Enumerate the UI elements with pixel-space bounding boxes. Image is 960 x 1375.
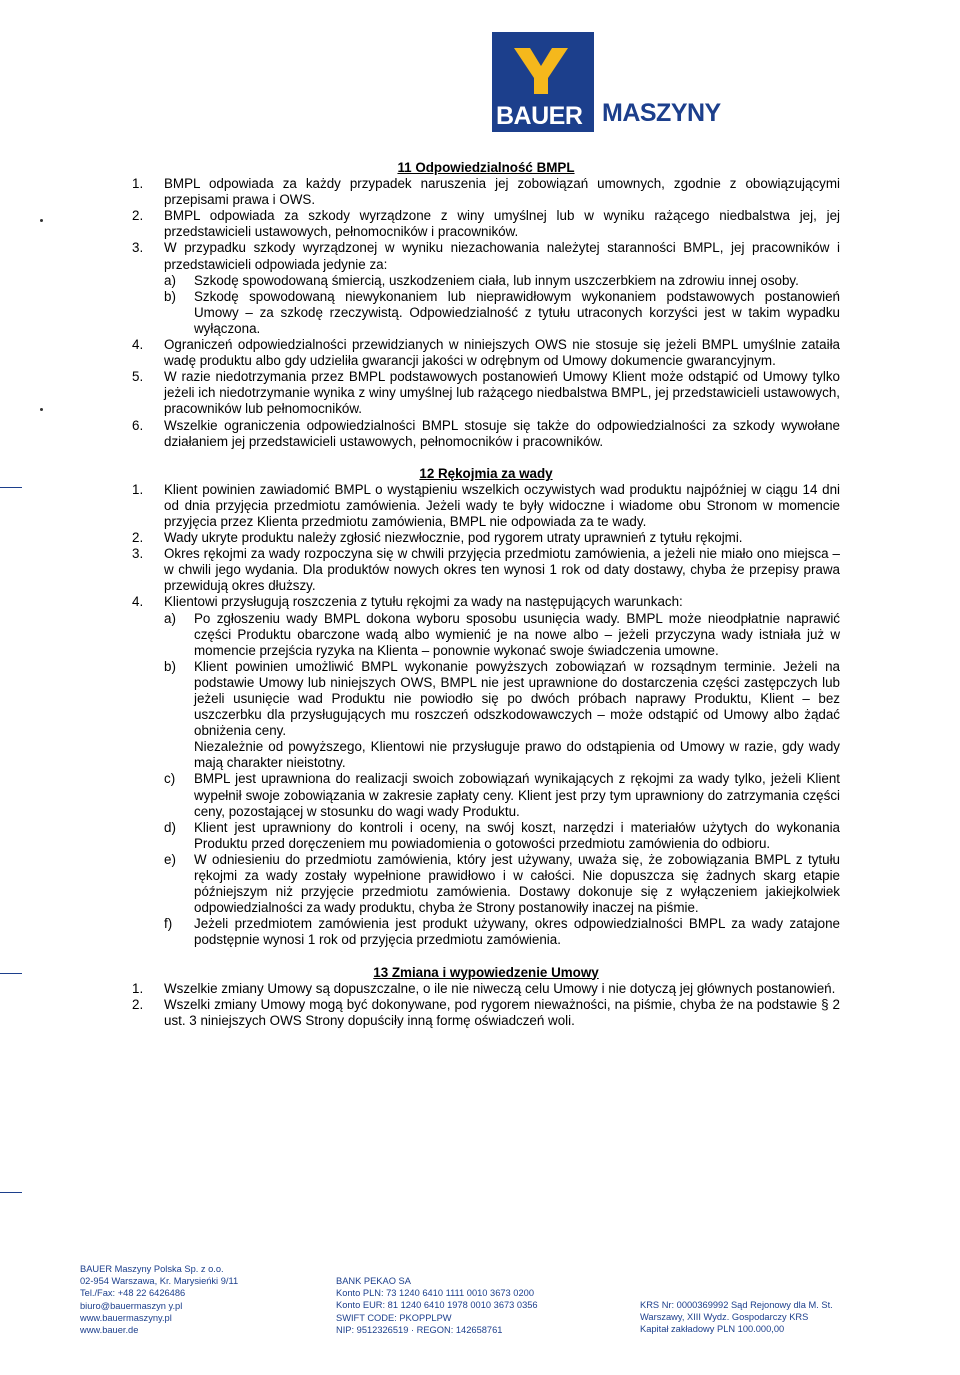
item-number: 4. <box>132 337 144 353</box>
item-text: Klientowi przysługują roszczenia z tytułu rękojmi za wady na następujących warunkach: <box>164 594 683 610</box>
sub-list-item <box>164 611 840 659</box>
list-item <box>132 176 840 208</box>
sub-item-text: Jeżeli przedmiotem zamówienia jest produkt używany, okres odpowiedzialności BMPL za wady zatajone podstępnie wynosi 1 rok od przyjęcia przedmiotu zamówienia. <box>194 916 840 948</box>
item-number: 5. <box>132 369 144 385</box>
sub-item-letter: d) <box>164 819 176 835</box>
sub-item-letter: b) <box>164 658 176 674</box>
logo-block <box>492 32 594 132</box>
item-text: Okres rękojmi za wady rozpoczyna się w chwili przyjęcia przedmiotu zamówienia, a jeżeli nie miało ono miejsca – w chwili jego wydania. Dla produktów nowych okres ten wynosi 1 rok od daty dostawy, chyba że przepisy prawa przewidują okres dłuższy. <box>164 546 840 594</box>
list-item <box>132 482 840 530</box>
list-item <box>132 546 840 594</box>
item-text: BMPL odpowiada za każdy przypadek naruszenia jej zobowiązań umownych, zgodnie z obowiązującymi przepisami prawa i OWS. <box>164 176 840 208</box>
fold-mark <box>0 973 22 974</box>
sub-list-item <box>164 289 840 337</box>
list-item <box>132 337 840 369</box>
section-title: 12 Rękojmia za wady <box>419 465 553 481</box>
logo-word-bauer: BAUER <box>496 102 583 130</box>
item-text: W przypadku szkody wyrządzonej w wyniku niezachowania należytej staranności BMPL, jej pracowników i przedstawicieli odpowiada jedynie za: <box>164 240 840 272</box>
footer-line: Tel./Fax: +48 22 6426486 <box>80 1288 186 1299</box>
footer-line: BANK PEKAO SA <box>336 1276 411 1286</box>
footer-line: BAUER Maszyny Polska Sp. z o.o. <box>80 1264 224 1274</box>
sub-item-text: Szkodę spowodowaną śmiercią, uszkodzeniem ciała, lub innym uszczerbkiem na zdrowiu innej osoby. <box>194 272 799 288</box>
section-list <box>132 176 840 450</box>
footer-line: Konto PLN: 73 1240 6410 1111 0010 3673 0200 <box>336 1288 534 1299</box>
section-list <box>132 981 840 1029</box>
list-item <box>132 981 840 997</box>
item-number: 4. <box>132 594 144 610</box>
item-number: 1. <box>132 980 144 996</box>
footer-line: 02-954 Warszawa, Kr. Marysieńki 9/11 <box>80 1276 239 1287</box>
sub-list <box>164 611 840 949</box>
logo-mark-icon <box>512 46 570 96</box>
footer-company-info <box>80 1263 238 1336</box>
sub-item-letter: f) <box>164 916 173 932</box>
fold-mark <box>0 487 22 488</box>
sub-item-letter: b) <box>164 288 176 304</box>
item-text: W razie niedotrzymania przez BMPL podstawowych postanowień Umowy Klient może odstąpić od Umowy tylko jeżeli ich niedotrzymanie wynika z winy umyślnej lub rażącego niedbalstwa BMPL, jej przedstawicieli ustawowych, pracowników lub pełnomocników. <box>164 369 840 417</box>
section-gap <box>132 450 840 466</box>
margin-dot <box>40 219 43 222</box>
sub-item-text: Po zgłoszeniu wady BMPL dokona wyboru sposobu usunięcia wady. BMPL może nieodpłatnie naprawić części Produktu obarczone wadą albo wymienić je na nowe albo – jeżeli przyczyna wady istniała już w momencie przejścia ryzyka na Klienta – ponownie wykonać swoje świadczenia umowne. <box>194 610 840 658</box>
sub-list-item <box>164 273 840 289</box>
footer-line: NIP: 9512326519 · REGON: 142658761 <box>336 1324 503 1335</box>
list-item <box>132 530 840 546</box>
item-text: Wady ukryte produktu należy zgłosić niezwłocznie, pod rygorem utraty uprawnień z tytułu rękojmi. <box>164 530 743 546</box>
list-item <box>132 369 840 417</box>
footer-line: KRS Nr: 0000369992 Sąd Rejonowy dla M. St. <box>640 1300 833 1310</box>
item-number: 2. <box>132 208 144 224</box>
footer-line[interactable]: www.bauer.de <box>80 1325 139 1336</box>
sub-item-text: BMPL jest uprawniona do realizacji swoich zobowiązań wynikających z rękojmi za wady tylko, jeżeli Klient wypełnił swoje zobowiązania w zakresie zapłaty ceny. Klient jest przy tym uprawniony do zatrzymania części ceny, pozostającej w stosunku do wagi wady Produktu. <box>194 771 840 819</box>
sub-list-item <box>164 852 840 916</box>
list-item <box>132 240 840 337</box>
logo-word-maszyny: MASZYNY <box>602 99 721 127</box>
item-number: 1. <box>132 481 144 497</box>
list-item <box>132 997 840 1029</box>
section-gap <box>132 949 840 965</box>
item-text: Klient powinien zawiadomić BMPL o wystąpieniu wszelkich oczywistych wad produktu najpóźniej w ciągu 14 dni od dnia przyjęcia przedmiotu zamówienia. Jeżeli wady te były widoczne i wiadome obu Stronom w momencie przyjęcia przez Klienta przedmiotu zamówienia, BMPL nie odpowiada za te wady. <box>164 481 840 529</box>
list-item <box>132 208 840 240</box>
item-text: Wszelki zmiany Umowy mogą być dokonywane, pod rygorem nieważności, na piśmie, chyba że na podstawie § 2 ust. 3 niniejszych OWS Strony dopuściły inną formę oświadczeń woli. <box>164 996 840 1028</box>
item-text: Ograniczeń odpowiedzialności przewidzianych w niniejszych OWS nie stosuje się jeżeli BMPL umyślnie zataiła wadę produktu albo gdy udzieliła gwarancji jakości w odrębnym od Umowy dokumencie gwarancyjnym. <box>164 337 840 369</box>
sub-list-item <box>164 916 840 948</box>
footer-bank-info <box>336 1275 538 1336</box>
item-number: 3. <box>132 546 144 562</box>
footer-line: Konto EUR: 81 1240 6410 1978 0010 3673 0356 <box>336 1300 538 1311</box>
list-item <box>132 594 840 948</box>
sub-item-extra-text: Niezależnie od powyższego, Klientowi nie przysługuje prawo do odstąpienia od Umowy w razie, gdy wady mają charakter nieistotny. <box>194 739 840 771</box>
item-text: BMPL odpowiada za szkody wyrządzone z winy umyślnej lub w wyniku rażącego niedbalstwa jej, jej przedstawicieli ustawowych, pełnomocników i pracowników. <box>164 208 840 240</box>
sub-item-text: Klient jest uprawniony do kontroli i oceny, na swój koszt, narzędzi i materiałów użytych do wykonania Produktu przed doręczeniem mu powiadomienia o gotowości przedmiotu zamówienia do odbioru. <box>194 819 840 851</box>
section-list <box>132 482 840 949</box>
sub-item-letter: a) <box>164 610 176 626</box>
sub-item-letter: a) <box>164 272 176 288</box>
item-text: Wszelkie zmiany Umowy są dopuszczalne, o ile nie niweczą celu Umowy i nie dotyczą jej głównych postanowień. <box>164 980 836 996</box>
item-number: 1. <box>132 176 144 192</box>
document-body <box>132 160 840 1029</box>
item-number: 2. <box>132 530 144 546</box>
footer-line: SWIFT CODE: PKOPPLPW <box>336 1312 452 1323</box>
sub-item-letter: e) <box>164 851 176 867</box>
section-title: 13 Zmiana i wypowiedzenie Umowy <box>373 964 599 980</box>
fold-mark <box>0 1192 22 1193</box>
sub-list <box>164 273 840 337</box>
company-logo <box>492 32 742 134</box>
footer-line[interactable]: www.bauermaszyny.pl <box>80 1312 172 1323</box>
list-item <box>132 418 840 450</box>
sub-item-text: Klient powinien umożliwić BMPL wykonanie powyższych zobowiązań w rozsądnym terminie. Jeżeli na podstawie Umowy lub niniejszych OWS, BMPL nie jest uprawnione do dostarczenia części zastępczych lub jeżeli usunięcie wad Produktu nie powiodło się po dwóch próbach naprawy Produktu, Klient – bez uszczerbku dla przysługujących mu roszczeń odszkodowawczych – może odstąpić od Umowy albo żądać obniżenia ceny. <box>194 658 840 739</box>
sub-item-letter: c) <box>164 771 176 787</box>
item-number: 6. <box>132 417 144 433</box>
item-number: 3. <box>132 240 144 256</box>
footer-registry-info <box>640 1299 833 1336</box>
sub-list-item <box>164 659 840 772</box>
footer-line: Warszawy, XIII Wydz. Gospodarczy KRS <box>640 1312 809 1323</box>
sub-item-text: Szkodę spowodowaną niewykonaniem lub nieprawidłowym wykonaniem podstawowych postanowień Umowy – za szkodę rzeczywistą. Odpowiedzialność z tytułu utraconych korzyści jest w takim wypadku wyłączona. <box>194 288 840 336</box>
section-title: 11 Odpowiedzialność BMPL <box>397 160 575 175</box>
footer-line: Kapitał zakładowy PLN 100.000,00 <box>640 1324 785 1335</box>
item-number: 2. <box>132 996 144 1012</box>
item-text: Wszelkie ograniczenia odpowiedzialności BMPL stosuje się także do odpowiedzialności za szkody wywołane działaniem jej przedstawicieli ustawowych, pełnomocników i pracowników. <box>164 417 840 449</box>
sub-list-item <box>164 820 840 852</box>
sub-list-item <box>164 771 840 819</box>
sub-item-text: W odniesieniu do przedmiotu zamówienia, który jest używany, uważa się, że zobowiązania BMPL z tytułu rękojmi za wady zostały wypełnione prawidłowo i w całości. Nie dopuszcza się żadnych skarg etapie późniejszym niż przyjęcie przedmiotu zamówienia. Dostawy dokonuje się z wyłączeniem jakiejkolwiek odpowiedzialności za wady produktu, chyba że Strony postanowiły inaczej na piśmie. <box>194 851 840 916</box>
margin-dot <box>40 408 43 411</box>
footer-line[interactable]: biuro@bauermaszyn y.pl <box>80 1300 183 1311</box>
